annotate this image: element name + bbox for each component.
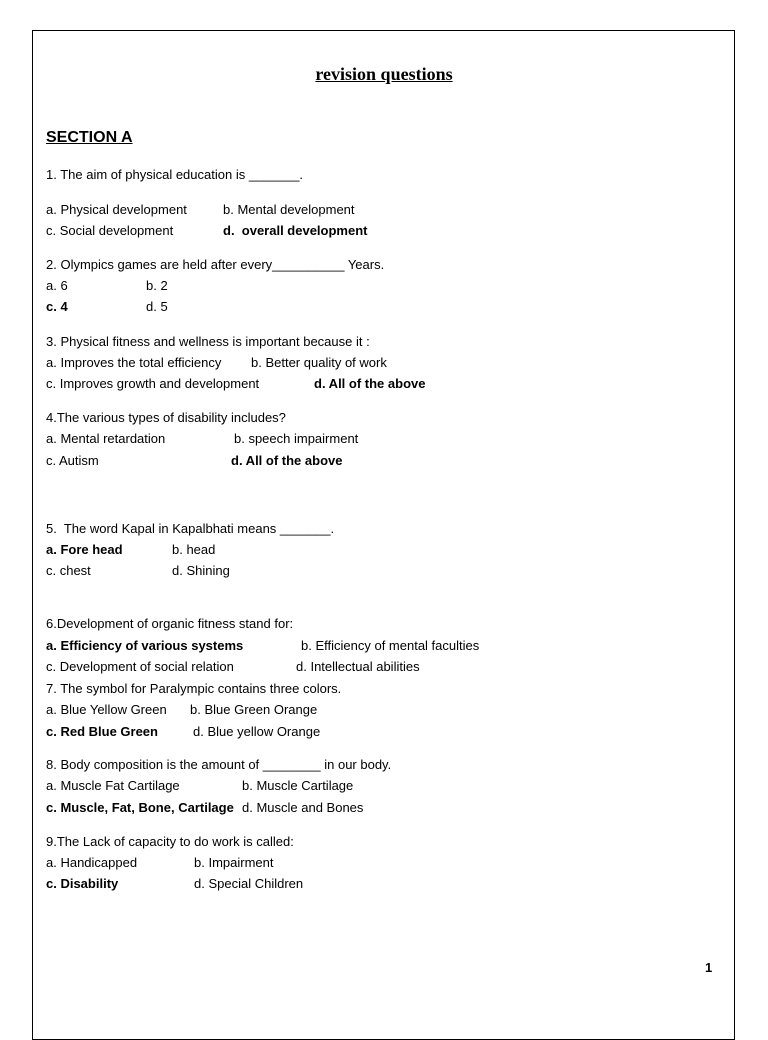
- q9-option-b: b. Impairment: [194, 855, 274, 870]
- q5-option-a-answer: a. Fore head: [46, 542, 123, 557]
- q5-option-c: c. chest: [46, 563, 91, 578]
- q9-option-a: a. Handicapped: [46, 855, 138, 870]
- page-number: 1: [705, 960, 713, 975]
- q9-option-d: d. Special Children: [194, 876, 304, 891]
- q2-option-b: b. 2: [146, 278, 168, 293]
- question-2: 2. Olympics games are held after every__________ Years.: [46, 257, 385, 272]
- q4-option-a: a. Mental retardation: [46, 431, 166, 446]
- q3-option-b: b. Better quality of work: [251, 355, 387, 370]
- q1-option-d-answer: d. overall development: [223, 223, 368, 238]
- question-9: 9.The Lack of capacity to do work is called:: [46, 834, 294, 849]
- q1-option-a: a. Physical development: [46, 202, 187, 217]
- q5-option-d: d. Shining: [172, 563, 230, 578]
- q7-option-a: a. Blue Yellow Green: [46, 702, 167, 717]
- q7-option-b: b. Blue Green Orange: [190, 702, 318, 717]
- q8-option-a: a. Muscle Fat Cartilage: [46, 778, 180, 793]
- document-title: revision questions: [315, 64, 453, 84]
- q3-option-d-answer: d. All of the above: [314, 376, 426, 391]
- q6-option-b: b. Efficiency of mental faculties: [301, 638, 480, 653]
- q3-option-a: a. Improves the total efficiency: [46, 355, 222, 370]
- q4-option-c: c. Autism: [46, 453, 99, 468]
- q9-option-c-answer: c. Disability: [46, 876, 119, 891]
- q8-option-b: b. Muscle Cartilage: [242, 778, 354, 793]
- q7-option-d: d. Blue yellow Orange: [193, 724, 321, 739]
- q8-option-c-answer: c. Muscle, Fat, Bone, Cartilage: [46, 800, 234, 815]
- q6-option-a-answer: a. Efficiency of various systems: [46, 638, 244, 653]
- q4-option-d-answer: d. All of the above: [231, 453, 343, 468]
- q6-option-d: d. Intellectual abilities: [296, 659, 420, 674]
- q3-option-c: c. Improves growth and development: [46, 376, 260, 391]
- question-5: 5. The word Kapal in Kapalbhati means _______.: [46, 521, 335, 536]
- q2-option-d: d. 5: [146, 299, 168, 314]
- q8-option-d: d. Muscle and Bones: [242, 800, 364, 815]
- q4-option-b: b. speech impairment: [234, 431, 359, 446]
- question-4: 4.The various types of disability includes?: [46, 410, 286, 425]
- question-1: 1. The aim of physical education is _______.: [46, 167, 304, 182]
- q7-option-c-answer: c. Red Blue Green: [46, 724, 158, 739]
- section-heading: SECTION A: [46, 129, 133, 146]
- question-6: 6.Development of organic fitness stand for:: [46, 616, 294, 631]
- q6-option-c: c. Development of social relation: [46, 659, 234, 674]
- q2-option-a: a. 6: [46, 278, 68, 293]
- q2-option-c-answer: c. 4: [46, 299, 68, 314]
- q1-option-c: c. Social development: [46, 223, 174, 238]
- question-3: 3. Physical fitness and wellness is important because it :: [46, 334, 370, 349]
- question-7: 7. The symbol for Paralympic contains three colors.: [46, 681, 342, 696]
- question-8: 8. Body composition is the amount of ________ in our body.: [46, 757, 392, 772]
- q5-option-b: b. head: [172, 542, 216, 557]
- q1-option-b: b. Mental development: [223, 202, 355, 217]
